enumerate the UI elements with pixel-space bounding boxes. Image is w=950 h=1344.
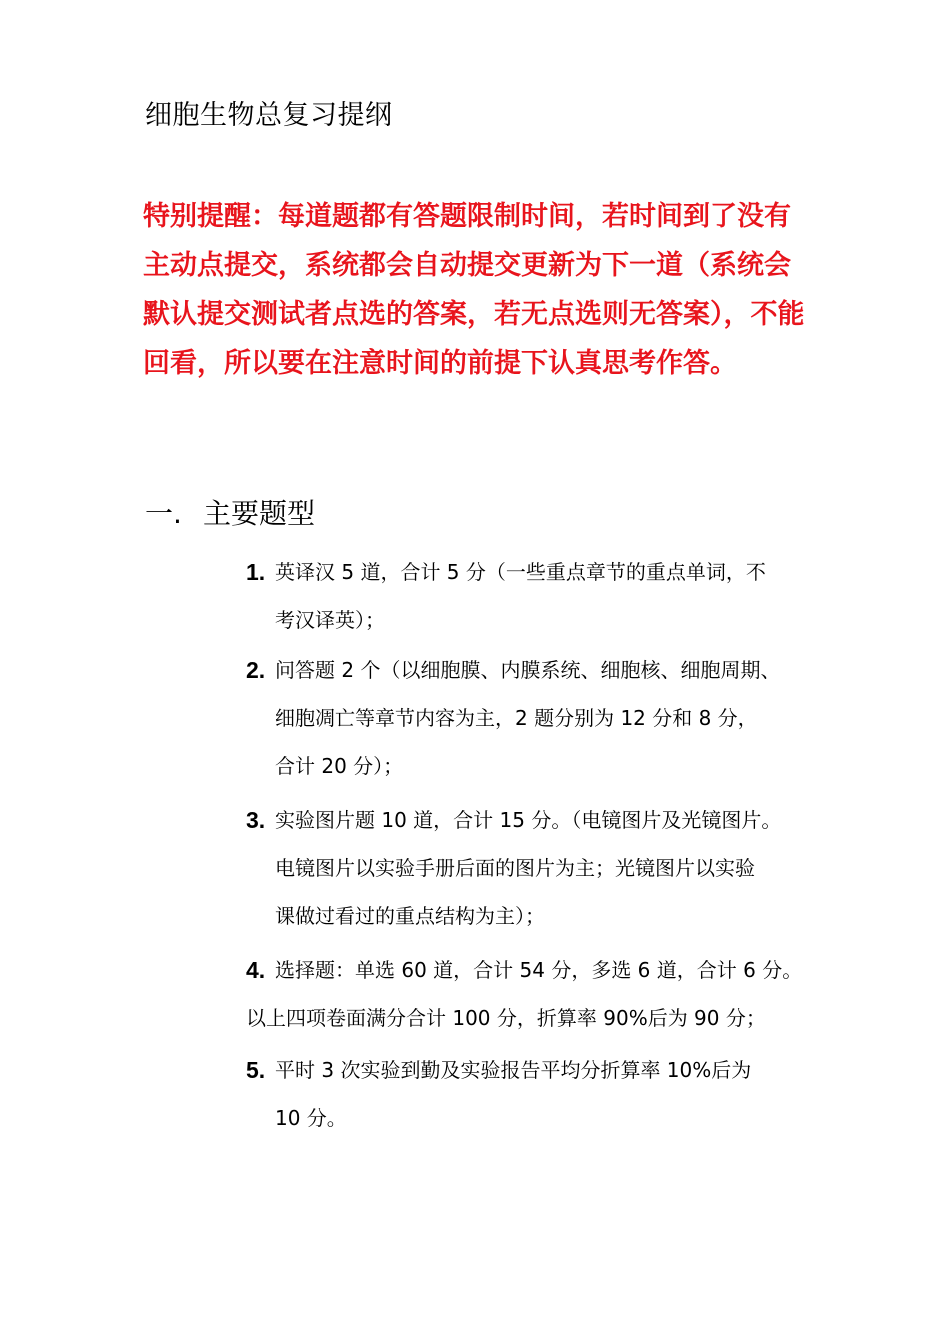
- item-line: 选择题：单选 60 道，合计 54 分，多选 6 道，合计 6 分。: [275, 958, 803, 982]
- item-line: 英译汉 5 道，合计 5 分（一些重点章节的重点单词，不: [275, 560, 766, 584]
- item-line: 课做过看过的重点结构为主）；: [275, 904, 545, 928]
- item-line: 10 分。: [275, 1106, 347, 1130]
- item-line: 以上四项卷面满分合计 100 分，折算率 90%后为 90 分；: [246, 1006, 766, 1030]
- item-line: 细胞凋亡等章节内容为主，2 题分别为 12 分和 8 分，: [275, 706, 758, 730]
- special-reminder: 特别提醒：每道题都有答题限制时间，若时间到了没有主动点提交，系统都会自动提交更新为下一道（系统会默认提交测试者点选的答案，若无点选则无答案），不能回看，所以要在注意时间的前提下认真思考作答。: [143, 201, 805, 379]
- item-marker: 5.: [246, 1057, 266, 1083]
- page-title: 细胞生物总复习提纲: [145, 100, 393, 131]
- item-marker: 1.: [246, 559, 266, 585]
- list-item: [0, 796, 950, 946]
- item-line: 考汉译英）；: [275, 608, 385, 632]
- item-marker: 2.: [246, 657, 266, 683]
- item-line: 问答题 2 个（以细胞膜、内膜系统、细胞核、细胞周期、: [275, 658, 781, 682]
- section-heading: [145, 494, 315, 534]
- item-line: 实验图片题 10 道，合计 15 分。（电镜图片及光镜图片。: [275, 808, 782, 832]
- item-line: 平时 3 次实验到勤及实验报告平均分折算率 10%后为: [275, 1058, 752, 1082]
- item-line: 合计 20 分）；: [275, 754, 404, 778]
- item-line: 电镜图片以实验手册后面的图片为主；光镜图片以实验: [275, 856, 755, 880]
- section-title: 主要题型: [203, 497, 316, 530]
- section-number: 一.: [145, 497, 182, 530]
- list-item: [0, 1046, 950, 1146]
- list-item: [0, 646, 950, 796]
- list-item: [0, 548, 950, 648]
- item-marker: 4.: [246, 957, 266, 983]
- item-marker: 3.: [246, 807, 266, 833]
- list-item: [0, 946, 950, 1046]
